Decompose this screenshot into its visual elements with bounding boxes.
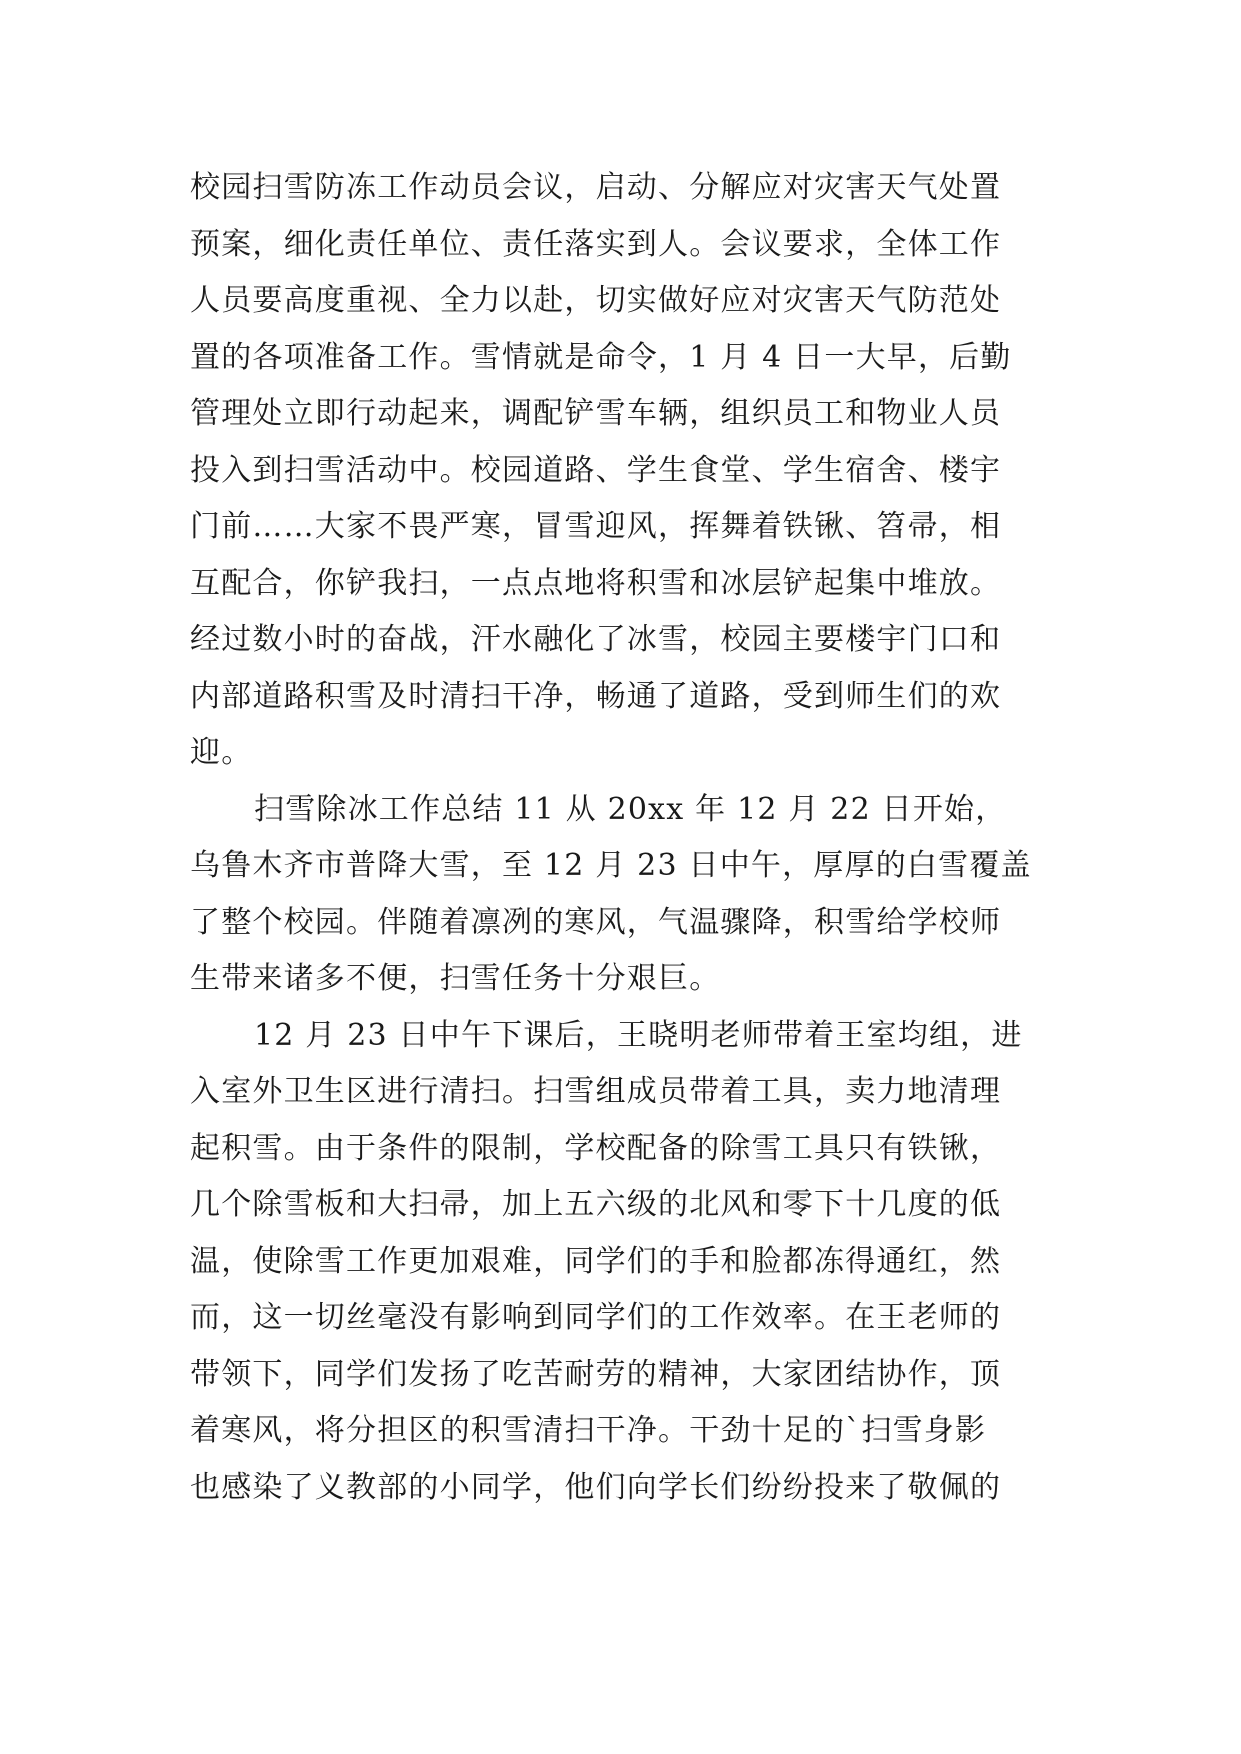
text-line: 而，这一切丝毫没有影响到同学们的工作效率。在王老师的 <box>190 1300 1002 1335</box>
text-line: 内部道路积雪及时清扫干净，畅通了道路，受到师生们的欢 <box>190 678 1002 714</box>
text-line: 入室外卫生区进行清扫。扫雪组成员带着工具，卖力地清理 <box>190 1074 1002 1109</box>
text-line: 乌鲁木齐市普降大雪，至 12 月 23 日中午，厚厚的白雪覆盖 <box>190 848 1032 883</box>
text-line: 预案，细化责任单位、责任落实到人。会议要求，全体工作 <box>190 226 1002 262</box>
text-line: 也感染了义教部的小同学，他们向学长们纷纷投来了敬佩的 <box>190 1469 1002 1505</box>
text-line: 管理处立即行动起来，调配铲雪车辆，组织员工和物业人员 <box>190 396 1002 431</box>
text-line: 门前……大家不畏严寒，冒雪迎风，挥舞着铁锹、笤帚，相 <box>190 509 1002 544</box>
text-line: 互配合，你铲我扫，一点点地将积雪和冰层铲起集中堆放。 <box>190 565 1002 601</box>
text-line: 带领下，同学们发扬了吃苦耐劳的精神，大家团结协作，顶 <box>190 1356 1002 1392</box>
text-line: 了整个校园。伴随着凛冽的寒风，气温骤降，积雪给学校师 <box>190 904 1002 940</box>
text-line: 校园扫雪防冻工作动员会议，启动、分解应对灾害天气处置 <box>190 170 1002 205</box>
text-line: 着寒风，将分担区的积雪清扫干净。干劲十足的`扫雪身影 <box>190 1413 987 1448</box>
text-line: 人员要高度重视、全力以赴，切实做好应对灾害天气防范处 <box>190 283 1002 318</box>
text-line: 经过数小时的奋战，汗水融化了冰雪，校园主要楼宇门口和 <box>190 622 1002 657</box>
section-heading-line: 扫雪除冰工作总结 11 从 20xx 年 12 月 22 日开始， <box>254 791 1007 827</box>
text-line: 迎。 <box>190 735 253 770</box>
text-line: 起积雪。由于条件的限制，学校配备的除雪工具只有铁锹， <box>190 1130 1002 1166</box>
body-text <box>190 160 1070 1516</box>
text-line: 投入到扫雪活动中。校园道路、学生食堂、学生宿舍、楼宇 <box>190 452 1002 488</box>
text-line: 置的各项准备工作。雪情就是命令，1 月 4 日一大早，后勤 <box>190 339 1012 375</box>
text-line: 几个除雪板和大扫帚，加上五六级的北风和零下十几度的低 <box>190 1187 1002 1222</box>
paragraph-start-line: 12 月 23 日中午下课后，王晓明老师带着王室均组，进 <box>254 1017 1023 1053</box>
text-line: 生带来诸多不便，扫雪任务十分艰巨。 <box>190 961 721 996</box>
text-line: 温，使除雪工作更加艰难，同学们的手和脸都冻得通红，然 <box>190 1243 1002 1279</box>
